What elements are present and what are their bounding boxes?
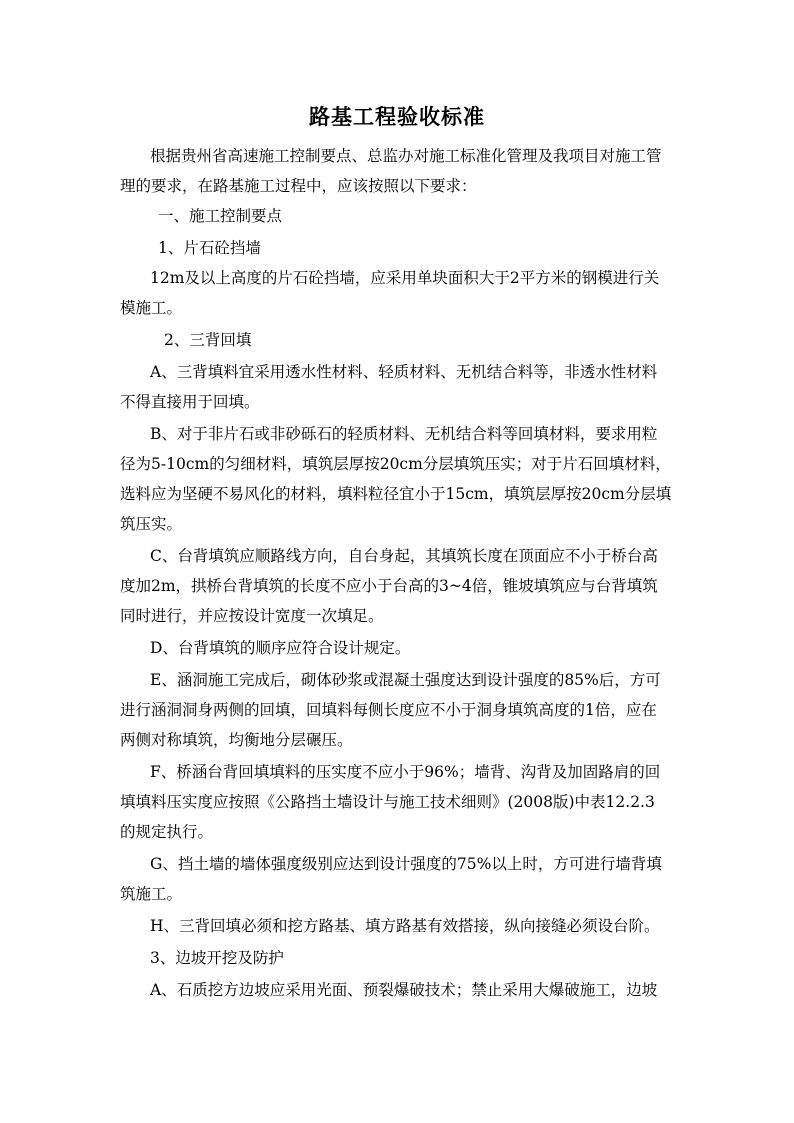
body-line: 不得直接用于回填。 <box>120 393 260 411</box>
body-line: A、石质挖方边坡应采用光面、预裂爆破技术；禁止采用大爆破施工，边坡 <box>150 981 658 999</box>
body-line: C、台背填筑应顺路线方向，自台身起，其填筑长度在顶面应不小于桥台高 <box>150 547 658 565</box>
body-line: 进行涵洞洞身两侧的回填，回填料每侧长度应不小于洞身填筑高度的1倍，应在 <box>120 701 657 719</box>
body-line: 筑压实。 <box>120 515 183 533</box>
body-line: E、涵洞施工完成后，砌体砂浆或混凝土强度达到设计强度的85%后，方可 <box>150 671 661 689</box>
document-title: 路基工程验收标准 <box>309 104 485 129</box>
body-line: 选料应为坚硬不易风化的材料，填料粒径宜小于15cm，填筑层厚按20cm分层填 <box>120 485 672 503</box>
body-line: 的规定执行。 <box>120 823 214 841</box>
body-line: 12m及以上高度的片石砼挡墙，应采用单块面积大于2平方米的钢模进行关 <box>150 269 660 287</box>
body-line: 筑施工。 <box>120 885 183 903</box>
body-line: 同时进行，并应按设计宽度一次填足。 <box>120 607 384 625</box>
body-line: 模施工。 <box>120 299 183 317</box>
body-line: H、三背回填必须和挖方路基、填方路基有效搭接，纵向接缝必须设台阶。 <box>150 917 660 935</box>
body-line: 理的要求，在路基施工过程中，应该按照以下要求： <box>120 177 477 195</box>
body-line: G、挡土墙的墙体强度级别应达到设计强度的75%以上时，方可进行墙背填 <box>150 855 662 873</box>
body-line: 度加2m，拱桥台背填筑的长度不应小于台高的3~4倍，锥坡填筑应与台背填筑 <box>120 577 658 595</box>
body-line: 两侧对称填筑，均衡地分层碾压。 <box>120 731 353 749</box>
body-line: 根据贵州省高速施工控制要点、总监办对施工标准化管理及我项目对施工管 <box>150 147 662 165</box>
section-heading: 一、施工控制要点 <box>158 207 283 225</box>
body-line: A、三背填料宜采用透水性材料、轻质材料、无机结合料等，非透水性材料 <box>150 363 658 381</box>
body-line: 填填料压实度应按照《公路挡土墙设计与施工技术细则》(2008版)中表12.2.3 <box>120 793 655 811</box>
subsection-heading: 3、边坡开挖及防护 <box>150 949 284 967</box>
body-line: F、桥涵台背回填填料的压实度不应小于96%；墙背、沟背及加固路肩的回 <box>150 763 661 781</box>
subsection-heading: 1、片石砼挡墙 <box>158 239 261 257</box>
body-line: D、台背填筑的顺序应符合设计规定。 <box>150 639 411 657</box>
subsection-heading: 2、三背回填 <box>164 331 252 349</box>
body-line: B、对于非片石或非砂砾石的轻质材料、无机结合料等回填材料，要求用粒 <box>150 425 658 443</box>
body-line: 径为5-10cm的匀细材料，填筑层厚按20cm分层填筑压实；对于片石回填材料， <box>120 455 671 473</box>
